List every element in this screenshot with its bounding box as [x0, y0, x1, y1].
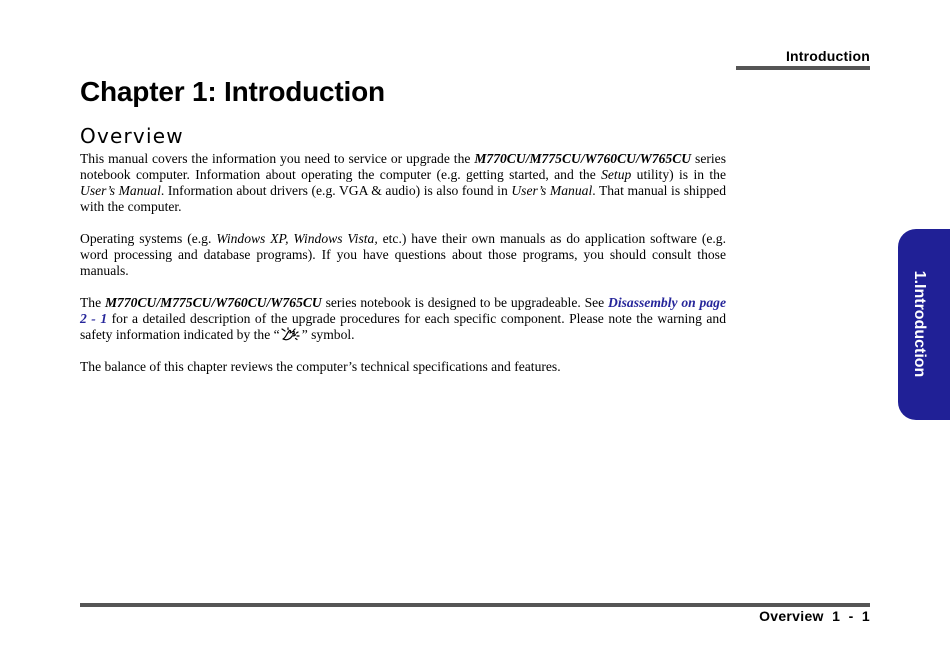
text: ” symbol.	[301, 327, 355, 342]
users-manual-term: User’s Manual	[511, 183, 593, 198]
disassembly-link[interactable]: Disassembly on page 2 - 1	[80, 295, 726, 326]
text: utility) is in the	[631, 167, 726, 182]
users-manual-term: User’s Manual	[80, 183, 161, 198]
model-names: M770CU/M775CU/W760CU/W765CU	[474, 151, 692, 166]
text: for a detailed description of the upgrade procedures for each specific component. Please note the warning and safety information indicated by the “	[80, 311, 727, 342]
text: The balance of this chapter reviews the computer’s technical specifications and features.	[80, 359, 561, 374]
chapter-side-tab-label: 1.Introduction	[911, 270, 928, 378]
text: . Information about drivers (e.g. VGA & audio) is also found in	[160, 183, 512, 198]
header-rule	[736, 66, 870, 70]
text: etc.) have their own manuals as do application software (e.g. word processing and database programs). If you have questions about those programs, you should consult those manuals.	[80, 231, 726, 278]
setup-term: Setup	[601, 167, 632, 182]
paragraph-1	[80, 151, 726, 215]
page-footer: Overview 1 - 1	[759, 608, 870, 624]
text: This manual covers the information you need to service or upgrade the	[80, 151, 475, 166]
paragraph-3	[80, 295, 726, 343]
text: series notebook computer. Information about operating the computer (e.g. getting started, and the	[80, 151, 726, 182]
text: . That manual is shipped with the computer.	[80, 183, 726, 214]
chapter-title: Chapter 1: Introduction	[80, 76, 385, 107]
running-header-title: Introduction	[785, 48, 870, 64]
text: Operating systems (e.g.	[80, 231, 217, 246]
paragraph-2	[80, 231, 726, 279]
text: series notebook is designed to be upgradeable. See	[321, 295, 609, 310]
os-names: Windows XP, Windows Vista,	[216, 231, 378, 246]
paragraph-4	[80, 359, 726, 375]
section-title: Overview	[80, 124, 184, 148]
footer-rule	[80, 603, 870, 607]
body-text	[80, 151, 726, 391]
text: The	[80, 295, 105, 310]
warning-hand-icon	[280, 327, 302, 342]
model-names: M770CU/M775CU/W760CU/W765CU	[104, 295, 322, 310]
